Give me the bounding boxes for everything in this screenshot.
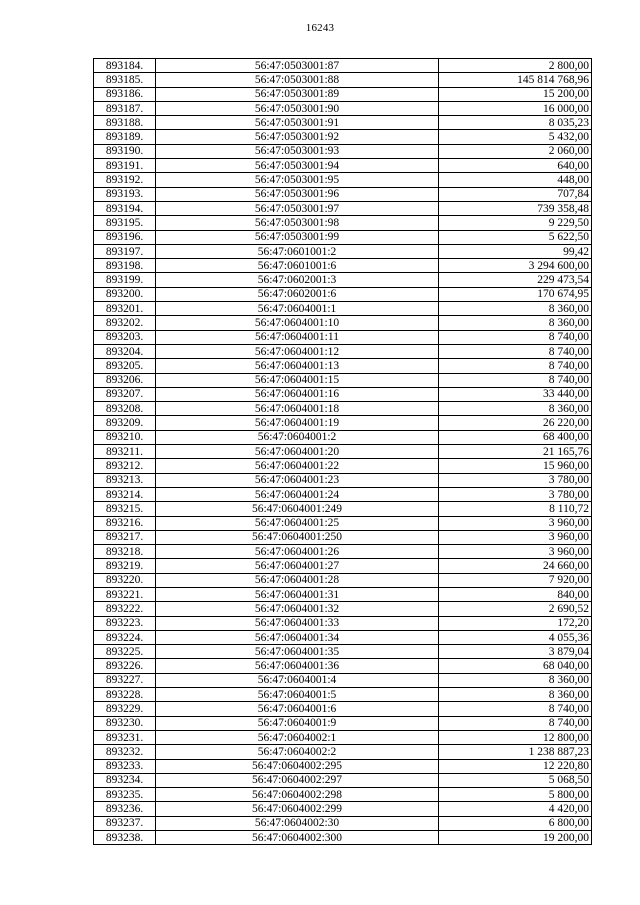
- row-number: 893217.: [94, 530, 156, 544]
- cadastral-value: 8 035,23: [439, 116, 592, 130]
- cadastral-number: 56:47:0604002:300: [156, 831, 439, 845]
- row-number: 893201.: [94, 302, 156, 316]
- cadastral-value: 1 238 887,23: [439, 745, 592, 759]
- cadastral-value: 12 800,00: [439, 730, 592, 744]
- row-number: 893206.: [94, 373, 156, 387]
- cadastral-number: 56:47:0503001:98: [156, 216, 439, 230]
- row-number: 893189.: [94, 130, 156, 144]
- row-number: 893224.: [94, 630, 156, 644]
- table-row: [94, 487, 592, 501]
- cadastral-value: 840,00: [439, 587, 592, 601]
- cadastral-value: 145 814 768,96: [439, 73, 592, 87]
- cadastral-value: 8 740,00: [439, 359, 592, 373]
- cadastral-value: 4 420,00: [439, 802, 592, 816]
- table-row: [94, 416, 592, 430]
- cadastral-value: 5 068,50: [439, 773, 592, 787]
- table-row: [94, 816, 592, 830]
- row-number: 893235.: [94, 788, 156, 802]
- table-row: [94, 473, 592, 487]
- row-number: 893204.: [94, 344, 156, 358]
- cadastral-number: 56:47:0604001:36: [156, 659, 439, 673]
- cadastral-value: 15 200,00: [439, 87, 592, 101]
- cadastral-value: 8 360,00: [439, 688, 592, 702]
- cadastral-number: 56:47:0604001:22: [156, 459, 439, 473]
- row-number: 893231.: [94, 730, 156, 744]
- row-number: 893196.: [94, 230, 156, 244]
- row-number: 893203.: [94, 330, 156, 344]
- cadastral-number: 56:47:0602001:6: [156, 287, 439, 301]
- cadastral-number: 56:47:0604001:9: [156, 716, 439, 730]
- table-row: [94, 144, 592, 158]
- table-row: [94, 673, 592, 687]
- cadastral-number: 56:47:0503001:99: [156, 230, 439, 244]
- cadastral-value: 3 780,00: [439, 473, 592, 487]
- table-row: [94, 259, 592, 273]
- cadastral-value: 15 960,00: [439, 459, 592, 473]
- table-row: [94, 502, 592, 516]
- row-number: 893234.: [94, 773, 156, 787]
- table-row: [94, 702, 592, 716]
- table-row: [94, 359, 592, 373]
- table-row: [94, 730, 592, 744]
- row-number: 893222.: [94, 602, 156, 616]
- cadastral-number: 56:47:0503001:92: [156, 130, 439, 144]
- cadastral-value: 8 360,00: [439, 302, 592, 316]
- row-number: 893211.: [94, 445, 156, 459]
- table-row: [94, 201, 592, 215]
- cadastral-value-table: [93, 58, 592, 845]
- cadastral-value: 3 960,00: [439, 516, 592, 530]
- table-row: [94, 430, 592, 444]
- row-number: 893236.: [94, 802, 156, 816]
- row-number: 893237.: [94, 816, 156, 830]
- row-number: 893210.: [94, 430, 156, 444]
- table-body: [94, 59, 592, 845]
- row-number: 893194.: [94, 201, 156, 215]
- cadastral-value: 8 360,00: [439, 673, 592, 687]
- cadastral-number: 56:47:0604001:32: [156, 602, 439, 616]
- cadastral-value: 16 000,00: [439, 101, 592, 115]
- cadastral-number: 56:47:0604002:299: [156, 802, 439, 816]
- cadastral-number: 56:47:0604001:10: [156, 316, 439, 330]
- table-row: [94, 716, 592, 730]
- table-row: [94, 387, 592, 401]
- table-row: [94, 344, 592, 358]
- row-number: 893223.: [94, 616, 156, 630]
- cadastral-value: 2 690,52: [439, 602, 592, 616]
- row-number: 893205.: [94, 359, 156, 373]
- cadastral-value: 21 165,76: [439, 445, 592, 459]
- cadastral-value: 640,00: [439, 159, 592, 173]
- cadastral-number: 56:47:0503001:93: [156, 144, 439, 158]
- cadastral-number: 56:47:0604001:250: [156, 530, 439, 544]
- cadastral-number: 56:47:0604001:6: [156, 702, 439, 716]
- row-number: 893202.: [94, 316, 156, 330]
- cadastral-value: 170 674,95: [439, 287, 592, 301]
- cadastral-value: 2 800,00: [439, 59, 592, 73]
- row-number: 893208.: [94, 402, 156, 416]
- cadastral-value: 8 740,00: [439, 702, 592, 716]
- row-number: 893233.: [94, 759, 156, 773]
- cadastral-number: 56:47:0604001:18: [156, 402, 439, 416]
- row-number: 893188.: [94, 116, 156, 130]
- row-number: 893192.: [94, 173, 156, 187]
- cadastral-number: 56:47:0604002:295: [156, 759, 439, 773]
- cadastral-value: 8 110,72: [439, 502, 592, 516]
- table-row: [94, 73, 592, 87]
- cadastral-value: 6 800,00: [439, 816, 592, 830]
- cadastral-value: 99,42: [439, 244, 592, 258]
- row-number: 893226.: [94, 659, 156, 673]
- cadastral-value: 172,20: [439, 616, 592, 630]
- table-row: [94, 587, 592, 601]
- table-row: [94, 216, 592, 230]
- table-row: [94, 759, 592, 773]
- row-number: 893209.: [94, 416, 156, 430]
- cadastral-value: 3 960,00: [439, 530, 592, 544]
- row-number: 893216.: [94, 516, 156, 530]
- table-row: [94, 545, 592, 559]
- cadastral-number: 56:47:0503001:97: [156, 201, 439, 215]
- cadastral-value: 739 358,48: [439, 201, 592, 215]
- table-row: [94, 616, 592, 630]
- cadastral-number: 56:47:0604001:23: [156, 473, 439, 487]
- cadastral-value: 2 060,00: [439, 144, 592, 158]
- cadastral-number: 56:47:0604001:5: [156, 688, 439, 702]
- page-number: 16243: [305, 22, 335, 34]
- cadastral-number: 56:47:0604001:12: [156, 344, 439, 358]
- cadastral-value: 68 400,00: [439, 430, 592, 444]
- table-row: [94, 530, 592, 544]
- cadastral-number: 56:47:0604002:297: [156, 773, 439, 787]
- table-row: [94, 230, 592, 244]
- table-row: [94, 101, 592, 115]
- row-number: 893227.: [94, 673, 156, 687]
- cadastral-number: 56:47:0604001:35: [156, 645, 439, 659]
- row-number: 893212.: [94, 459, 156, 473]
- table-row: [94, 130, 592, 144]
- cadastral-value: 8 360,00: [439, 402, 592, 416]
- table-row: [94, 630, 592, 644]
- row-number: 893238.: [94, 831, 156, 845]
- row-number: 893193.: [94, 187, 156, 201]
- cadastral-value: 19 200,00: [439, 831, 592, 845]
- row-number: 893232.: [94, 745, 156, 759]
- row-number: 893213.: [94, 473, 156, 487]
- cadastral-value: 3 294 600,00: [439, 259, 592, 273]
- cadastral-value: 8 740,00: [439, 373, 592, 387]
- cadastral-number: 56:47:0604001:11: [156, 330, 439, 344]
- table-row: [94, 244, 592, 258]
- row-number: 893218.: [94, 545, 156, 559]
- cadastral-value: 9 229,50: [439, 216, 592, 230]
- table-row: [94, 87, 592, 101]
- cadastral-number: 56:47:0604001:34: [156, 630, 439, 644]
- row-number: 893186.: [94, 87, 156, 101]
- cadastral-number: 56:47:0604001:28: [156, 573, 439, 587]
- cadastral-number: 56:47:0503001:87: [156, 59, 439, 73]
- cadastral-number: 56:47:0604001:20: [156, 445, 439, 459]
- cadastral-number: 56:47:0604002:1: [156, 730, 439, 744]
- cadastral-value: 5 800,00: [439, 788, 592, 802]
- cadastral-number: 56:47:0503001:89: [156, 87, 439, 101]
- table-row: [94, 116, 592, 130]
- cadastral-number: 56:47:0604001:31: [156, 587, 439, 601]
- cadastral-number: 56:47:0602001:3: [156, 273, 439, 287]
- row-number: 893225.: [94, 645, 156, 659]
- cadastral-number: 56:47:0503001:90: [156, 101, 439, 115]
- cadastral-number: 56:47:0503001:95: [156, 173, 439, 187]
- cadastral-number: 56:47:0604002:30: [156, 816, 439, 830]
- row-number: 893199.: [94, 273, 156, 287]
- cadastral-number: 56:47:0604001:1: [156, 302, 439, 316]
- table-row: [94, 602, 592, 616]
- cadastral-value: 5 622,50: [439, 230, 592, 244]
- row-number: 893184.: [94, 59, 156, 73]
- cadastral-number: 56:47:0503001:96: [156, 187, 439, 201]
- table-row: [94, 573, 592, 587]
- cadastral-number: 56:47:0503001:88: [156, 73, 439, 87]
- cadastral-value: 7 920,00: [439, 573, 592, 587]
- table-row: [94, 187, 592, 201]
- row-number: 893200.: [94, 287, 156, 301]
- cadastral-number: 56:47:0503001:91: [156, 116, 439, 130]
- table-row: [94, 459, 592, 473]
- cadastral-number: 56:47:0604002:298: [156, 788, 439, 802]
- table-row: [94, 316, 592, 330]
- cadastral-value: 8 740,00: [439, 716, 592, 730]
- cadastral-number: 56:47:0503001:94: [156, 159, 439, 173]
- cadastral-value: 448,00: [439, 173, 592, 187]
- cadastral-value: 707,84: [439, 187, 592, 201]
- cadastral-number: 56:47:0604001:25: [156, 516, 439, 530]
- row-number: 893187.: [94, 101, 156, 115]
- row-number: 893214.: [94, 487, 156, 501]
- row-number: 893215.: [94, 502, 156, 516]
- table-row: [94, 688, 592, 702]
- cadastral-value: 3 879,04: [439, 645, 592, 659]
- table-row: [94, 745, 592, 759]
- cadastral-value: 4 055,36: [439, 630, 592, 644]
- table-row: [94, 373, 592, 387]
- cadastral-value: 8 360,00: [439, 316, 592, 330]
- cadastral-number: 56:47:0604001:4: [156, 673, 439, 687]
- table-row: [94, 287, 592, 301]
- cadastral-number: 56:47:0604001:27: [156, 559, 439, 573]
- table-row: [94, 645, 592, 659]
- table-row: [94, 788, 592, 802]
- cadastral-number: 56:47:0604001:2: [156, 430, 439, 444]
- cadastral-number: 56:47:0604001:13: [156, 359, 439, 373]
- cadastral-number: 56:47:0604001:26: [156, 545, 439, 559]
- cadastral-value: 229 473,54: [439, 273, 592, 287]
- cadastral-number: 56:47:0604001:24: [156, 487, 439, 501]
- cadastral-number: 56:47:0604001:15: [156, 373, 439, 387]
- row-number: 893221.: [94, 587, 156, 601]
- cadastral-number: 56:47:0604001:249: [156, 502, 439, 516]
- row-number: 893220.: [94, 573, 156, 587]
- table-row: [94, 330, 592, 344]
- cadastral-number: 56:47:0604001:33: [156, 616, 439, 630]
- cadastral-value: 24 660,00: [439, 559, 592, 573]
- table-row: [94, 802, 592, 816]
- row-number: 893228.: [94, 688, 156, 702]
- row-number: 893198.: [94, 259, 156, 273]
- table-row: [94, 173, 592, 187]
- cadastral-value: 8 740,00: [439, 344, 592, 358]
- table-row: [94, 302, 592, 316]
- table-row: [94, 831, 592, 845]
- table-row: [94, 445, 592, 459]
- row-number: 893195.: [94, 216, 156, 230]
- cadastral-number: 56:47:0604002:2: [156, 745, 439, 759]
- cadastral-value: 5 432,00: [439, 130, 592, 144]
- cadastral-value: 3 780,00: [439, 487, 592, 501]
- cadastral-number: 56:47:0604001:16: [156, 387, 439, 401]
- table-row: [94, 773, 592, 787]
- table-row: [94, 59, 592, 73]
- cadastral-value: 26 220,00: [439, 416, 592, 430]
- cadastral-value: 8 740,00: [439, 330, 592, 344]
- table-row: [94, 559, 592, 573]
- table-row: [94, 516, 592, 530]
- row-number: 893185.: [94, 73, 156, 87]
- cadastral-number: 56:47:0601001:6: [156, 259, 439, 273]
- row-number: 893197.: [94, 244, 156, 258]
- cadastral-value: 68 040,00: [439, 659, 592, 673]
- table-row: [94, 659, 592, 673]
- row-number: 893230.: [94, 716, 156, 730]
- row-number: 893219.: [94, 559, 156, 573]
- cadastral-number: 56:47:0601001:2: [156, 244, 439, 258]
- table-row: [94, 159, 592, 173]
- cadastral-number: 56:47:0604001:19: [156, 416, 439, 430]
- row-number: 893190.: [94, 144, 156, 158]
- row-number: 893229.: [94, 702, 156, 716]
- table-row: [94, 273, 592, 287]
- cadastral-value: 33 440,00: [439, 387, 592, 401]
- cadastral-value: 12 220,80: [439, 759, 592, 773]
- cadastral-value: 3 960,00: [439, 545, 592, 559]
- row-number: 893207.: [94, 387, 156, 401]
- row-number: 893191.: [94, 159, 156, 173]
- table-row: [94, 402, 592, 416]
